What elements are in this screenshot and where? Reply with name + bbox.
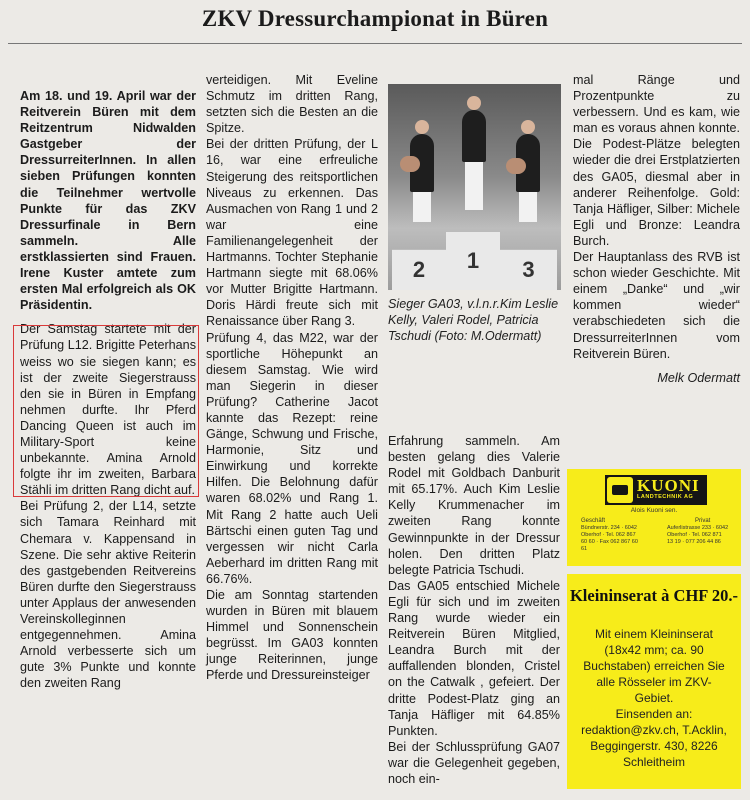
kuoni-address-private: Auferlistrasse 233 · 6042 Oberhof · Tel. 062 871 13 19 · 077 206 44 86 [667,525,729,545]
paragraph-ga07: Bei der Schlussprüfung GA07 war die Gelegenheit gegeben, noch ein- [388,739,560,786]
kuoni-advertisement [567,469,741,566]
kuoni-label-private: Privat [695,518,711,524]
kuoni-tagline: LANDTECHNIK AG [637,494,694,500]
kuoni-logo [605,475,707,505]
article-column-3 [388,433,560,787]
kleininserat-advertisement [567,574,741,789]
highlight-box [13,325,199,497]
article-column-4 [573,72,740,386]
paragraph-sunday: Die am Sonntag startenden wurden in Büren mit blauem Himmel und Sonnenschein begrüsst. Im GA03 konnten junge Reiterinnen, junge Pferde und Dressureinsteiger [206,588,378,683]
kuoni-label-business: Geschäft [581,518,606,524]
podium-photo [388,84,561,290]
kuoni-address-business: Bündnerstr. 234 · 6042 Oberhof · Tel. 062 867 60 60 · Fax 062 867 60 61 [581,525,638,552]
paragraph-closing: Der Hauptanlass des RVB ist schon wieder Geschichte. Mit einem „Danke“ und „wir kommen wieder“ verabschiedeten sich die DressurreiterInnen vom Reitverein Büren. [573,250,740,361]
paragraph-continued: verteidigen. Mit Eveline Schmutz im dritten Rang, setzten sich die Besten an die Spitze. [206,73,378,136]
author-signature: Melk Odermatt [657,370,740,385]
paragraph-l14: Bei Prüfung 2, der L14, setzte sich Tamara Reinhard mit Chemara v. Kappensand in Szene. Die sehr aktive Reiterin des gastgebenden Reitvereins Büren durfte den Siegerstrauss unter Applaus der anwesenden Vereinskolleginnen entgegennehmen. Amina Arnold verbesserte sich um gute 3% Punkte und konnte den zweiten Rang [20,499,196,691]
headline-rule [8,43,742,44]
podium-step-2: 2 [392,249,446,290]
bouquet-icon [506,158,526,174]
photo-caption: Sieger GA03, v.l.n.r.Kim Leslie Kelly, Valeri Rodel, Patricia Tschudi (Foto: M.Odermatt) [388,297,559,344]
paragraph-ga05: Das GA05 entschied Michele Egli für sich und im zweiten Rang wurde wieder ein Reitverein Büren Mitglied, Leandra Burch mit der auffallenden blonden, Cristel on the Catwalk , gefeiert. Der dritte Podest-Platz ging an Tanja Häfliger mit 64.85% Punkten. [388,578,560,738]
kleininserat-contact: Einsenden an: redaktion@zkv.ch, T.Acklin, Beggingerstr. 430, 8226 Schleitheim [581,707,727,769]
paragraph-l16: Bei der dritten Prüfung, der L 16, war eine erfreuliche Steigerung des reitsportlichen Niveaus zu erkennen. Das Ausmachen von Rang 1 und 2 war eine Familienangelegenheit der Hartmanns. Tochter Stephanie Hartmann siegte mit 68.06% vor Mutter Brigitte Hartmann. Doris Härdi freute sich mit Renaissance über Rang 3. [206,137,378,329]
kuoni-brand: KUONI [637,476,700,495]
tractor-icon [607,477,633,503]
article-column-2 [206,72,378,684]
paragraph-saturday: Der Samstag startete mit der Prüfung L12. Brigitte Peterhans weiss wo sie siegen kann; es ist der zweite Siegerstrauss den sie in Büren in Empfang nehmen durfte. Ihr Pferd Dancing Queen ist auch im Military-Sport keine unbekannte. Amina Arnold folgte ihr im zweiten, Barbara Stähli im dritten Rang dicht auf. [20,322,196,498]
podium-step-3: 3 [500,249,557,290]
podium-step-1: 1 [446,231,500,290]
kleininserat-description: Mit einem Kleininserat (18x42 mm; ca. 90 Buchstaben) erreichen Sie alle Rösseler im ZKV-Gebiet. [583,627,725,705]
paragraph-m22: Prüfung 4, das M22, war der sportliche Höhepunkt an diesem Samstag. Wie wird man Siegerin in dieser Prüfung? Catherine Jacot kannte das Rezept: reine Gänge, Schwung und Frische, Harmonie, Sitz und Einwirkung und korrekte Hilfen. Die Belohnung dafür waren 68.02% und Rang 1. Mit Rang 2 hatte auch Ueli Bärtschi einen guten Tag und vergessen wir nicht Carla Aeberhard im dritten Rang mit 66.76%. [206,330,378,586]
bouquet-icon [400,156,420,172]
kleininserat-title: Kleininserat à CHF 20.- [569,586,739,605]
article-headline: ZKV Dressurchampionat in Büren [201,6,549,31]
rider-first [462,110,486,162]
paragraph-final: mal Ränge und Prozentpunkte zu verbessern. Und es kam, wie man es voraus ahnen konnte. Die Podest-Plätze belegten wieder die drei Erstplatzierten des GA05, diesmal aber in anderer Reihenfolge. Gold: Tanja Häfliger, Silber: Michele Egli und Bronze: Leandra Burch. [573,73,740,248]
kuoni-owner: Alois Kuoni sen. [630,507,678,514]
lead-paragraph: Am 18. und 19. April war der Reitverein Büren mit dem Reitzentrum Nidwalden Gastgeber der DressurreiterInnen. In allen sieben Prüfungen konnten die Teilnehmer wertvolle Punkte für das ZKV Dressurfinale in Bern sammeln. Alle erstklassierten sind Frauen. Irene Kuster amtete zum ersten Mal erfolgreich als OK Präsidentin. [20,89,196,313]
paragraph-ga03: Erfahrung sammeln. Am besten gelang dies Valerie Rodel mit Goldbach Danburit mit 65.17%. Auch Kim Leslie Kelly Krummenacher im zweiten Rang konnte Gewinnpunkte in der Dressur holen. Den dritten Platz belegte Patricia Tschudi. [388,434,560,577]
